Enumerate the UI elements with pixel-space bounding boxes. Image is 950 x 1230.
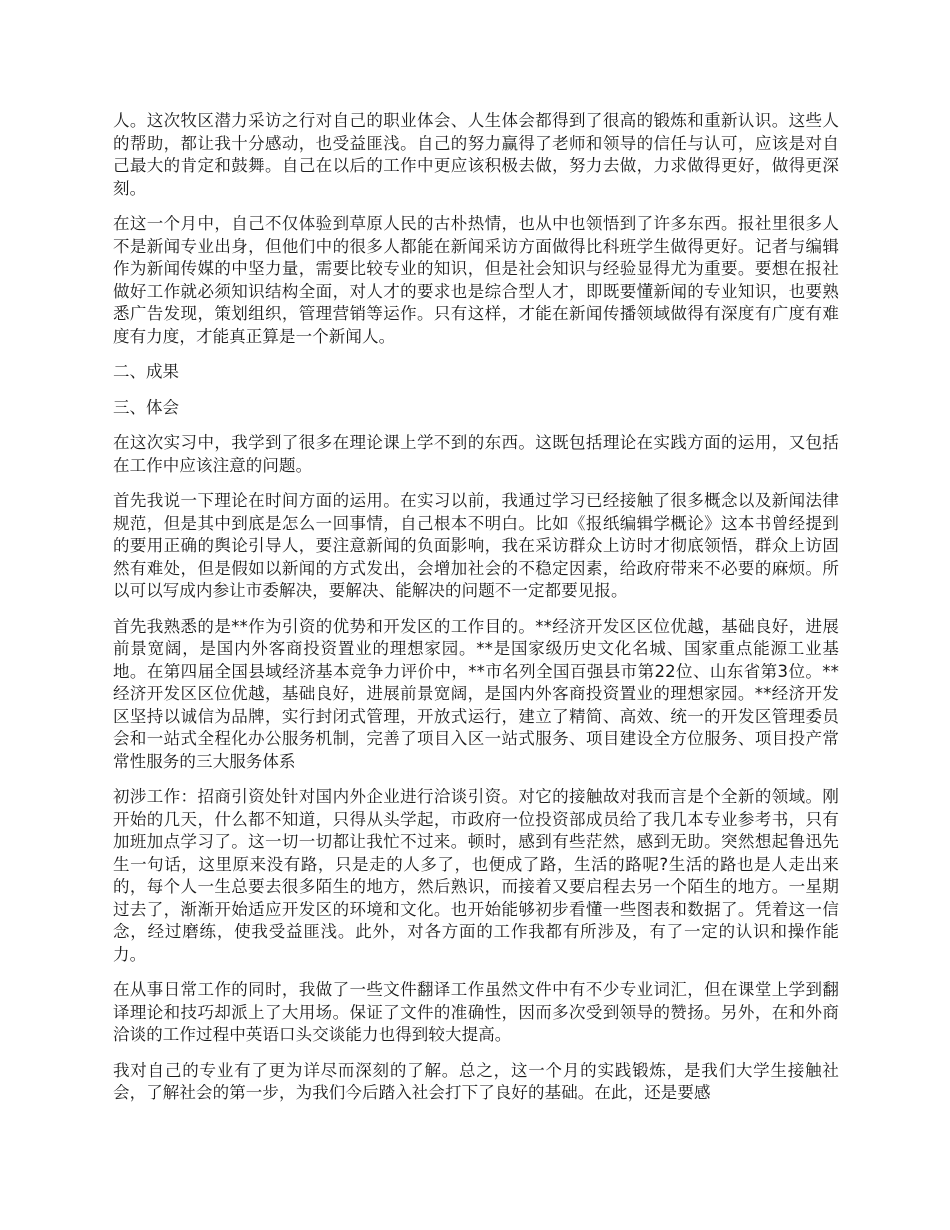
paragraph-newspaper-insight: 在这一个月中，自己不仅体验到草原人民的古朴热情，也从中也领悟到了许多东西。报社里很多人不是新闻专业出身，但他们中的很多人都能在新闻采访方面做得比科班学生做得更好。记者与编辑作为新闻传媒的中坚力量，需要比较专业的知识，但是社会知识与经验显得尤为重要。要想在报社做好工作就必须知识结构全面，对人才的要求也是综合型人才，即既要懂新闻的专业知识，也要熟悉广告发现，策划组织，管理营销等运作。只有这样，才能在新闻传播领域做得有深度有广度有难度有力度，才能真正算是一个新闻人。 [113,214,839,346]
paragraph-interview-reflection: 人。这次牧区潜力采访之行对自己的职业体会、人生体会都得到了很高的锻炼和重新认识。这些人的帮助，都让我十分感动，也受益匪浅。自己的努力赢得了老师和领导的信任与认可，应该是对自己最大的肯定和鼓舞。自己在以后的工作中更应该积极去做，努力去做，力求做得更好，做得更深刻。 [113,111,839,198]
section-heading-experience: 三、体会 [113,397,179,417]
paragraph-first-work: 初涉工作：招商引资处针对国内外企业进行洽谈引资。对它的接触故对我而言是个全新的领域。刚开始的几天，什么都不知道，只得从头学起，市政府一位投资部成员给了我几本专业参考书，只有加班加点学习了。这一切一切都让我忙不过来。顿时，感到有些茫然，感到无助。突然想起鲁迅先生一句话，这里原来没有路，只是走的人多了，也便成了路，生活的路呢?生活的路也是人走出来的，每个人一生总要去很多陌生的地方，然后熟识，而接着又要启程去另一个陌生的地方。一星期过去了，渐渐开始适应开发区的环境和文化。也开始能够初步看懂一些图表和数据了。凭着这一信念，经过磨练，使我受益匪浅。此外，对各方面的工作我都有所涉及，有了一定的认识和操作能力。 [113,787,839,964]
section-heading-results: 二、成果 [113,362,179,381]
paragraph-conclusion: 我对自己的专业有了更为详尽而深刻的了解。总之，这一个月的实践锻炼，是我们大学生接触社会，了解社会的第一步，为我们今后踏入社会打下了良好的基础。在此，还是要感 [113,1060,839,1102]
paragraph-development-zone: 首先我熟悉的是**作为引资的优势和开发区的工作目的。**经济开发区区位优越，基础良好，进展前景宽阔，是国内外客商投资置业的理想家园。**是国家级历史文化名城、国家重点能源工业基地。在第四届全国县域经济基本竞争力评价中，**市名列全国百强县市第22位、山东省第3位。**经济开发区区位优越，基础良好，进展前景宽阔，是国内外客商投资置业的理想家园。**经济开发区坚持以诚信为品牌，实行封闭式管理，开放式运行，建立了精简、高效、统一的开发区管理委员会和一站式全程化办公服务机制，完善了项目入区一站式服务、项目建设全方位服务、项目投产常常性服务的三大服务体系 [113,616,839,771]
paragraph-theory-application: 首先我说一下理论在时间方面的运用。在实习以前，我通过学习已经接触了很多概念以及新闻法律规范，但是其中到底是怎么一回事情，自己根本不明白。比如《报纸编辑学概论》这本书曾经提到的要用正确的舆论引导人，要注意新闻的负面影响，我在采访群众上访时才彻底领悟，群众上访固然有难处，但是假如以新闻的方式发出，会增加社会的不稳定因素，给政府带来不必要的麻烦。所以可以写成内参让市委解决，要解决、能解决的问题不一定都要见报。 [113,491,839,600]
paragraph-internship-learning: 在这次实习中，我学到了很多在理论课上学不到的东西。这既包括理论在实践方面的运用，又包括在工作中应该注意的问题。 [113,433,839,475]
paragraph-translation-work: 在从事日常工作的同时，我做了一些文件翻译工作虽然文件中有不少专业词汇，但在课堂上学到翻译理论和技巧却派上了大用场。保证了文件的准确性，因而多次受到领导的赞扬。另外，在和外商洽谈的工作过程中英语口头交谈能力也得到较大提高。 [113,980,839,1044]
